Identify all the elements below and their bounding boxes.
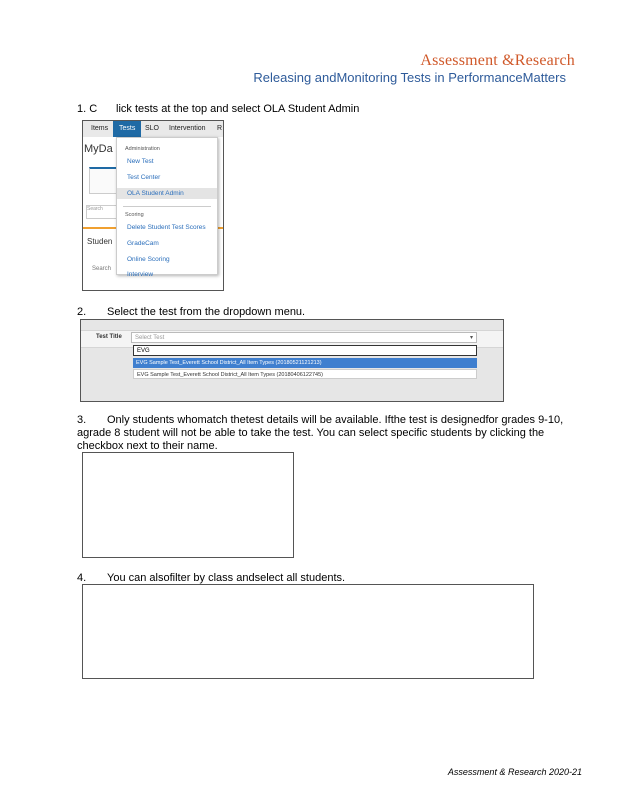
select-placeholder: Select Test: [135, 335, 165, 341]
menu-item-online-scoring[interactable]: Online Scoring: [127, 256, 170, 263]
menu-item-delete-scores[interactable]: Delete Student Test Scores: [127, 224, 206, 231]
test-title-select[interactable]: [131, 332, 477, 343]
tests-dropdown-menu: [116, 137, 218, 278]
footer-text: Assessment & Research 2020-21: [447, 767, 582, 777]
menu-item-new-test[interactable]: New Test: [127, 158, 154, 165]
bg-search-text: Search: [87, 206, 103, 212]
step-number: 4.: [77, 572, 87, 584]
step-3: [77, 414, 577, 453]
header-title: Assessment &Research: [420, 52, 575, 69]
menu-divider: [123, 206, 211, 207]
step-2: [77, 306, 305, 319]
step-text: You can alsofilter by class andselect all students.: [107, 572, 346, 584]
test-option-1[interactable]: EVG Sample Test_Everett School District_All Item Types (20180521121213): [133, 358, 477, 368]
dropdown-screenshot: [80, 319, 504, 402]
step-number: 3.: [77, 414, 87, 426]
section-scoring: Scoring: [125, 212, 144, 218]
step-number: 1. C: [77, 103, 98, 115]
menu-screenshot: [82, 120, 224, 291]
test-title-label: Test Title: [96, 334, 122, 340]
bg-mydash: MyDa: [84, 143, 113, 155]
bg-search-box: [86, 205, 118, 219]
step-1: [77, 103, 359, 116]
menu-item-test-center[interactable]: Test Center: [127, 174, 161, 181]
bg-students: Studen: [87, 237, 113, 246]
nav-r[interactable]: R: [217, 125, 223, 132]
nav-slo[interactable]: SLO: [145, 125, 160, 132]
bg-search2: Search: [92, 266, 112, 272]
menu-item-ola-student-admin[interactable]: OLA Student Admin: [117, 188, 217, 199]
nav-tests[interactable]: Tests: [113, 121, 141, 137]
students-screenshot-placeholder: [82, 452, 294, 558]
step-text: Only students whomatch thetest details will be available. Ifthe test is designedfor grades 9-10, agrade 8 student will not be able to take the test. You can select specific students by clicking the checkbox next to their name.: [77, 414, 564, 452]
section-administration: Administration: [125, 146, 160, 152]
step-text: Select the test from the dropdown menu.: [107, 306, 306, 318]
top-navbar: [83, 121, 223, 137]
class-filter-screenshot-placeholder: [82, 584, 534, 679]
test-search-input[interactable]: EVG: [133, 345, 477, 356]
menu-item-interview[interactable]: Interview: [127, 271, 154, 278]
test-option-2[interactable]: EVG Sample Test_Everett School District_All Item Types (20180406122745): [133, 369, 477, 379]
chevron-down-icon: ▾: [469, 335, 473, 341]
nav-intervention[interactable]: Intervention: [169, 125, 206, 132]
header-subtitle: Releasing andMonitoring Tests in PerformanceMatters: [253, 70, 566, 85]
nav-items[interactable]: Items: [91, 125, 109, 132]
step-text: lick tests at the top and select OLA Student Admin: [116, 103, 360, 115]
step-number: 2.: [77, 306, 87, 318]
menu-item-gradecam[interactable]: GradeCam: [127, 240, 159, 247]
